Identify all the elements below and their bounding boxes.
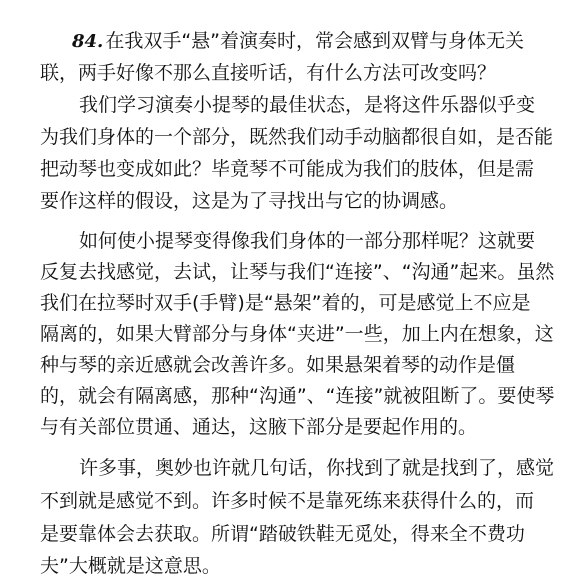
paragraph-2-text-7: 与有关部位贯通、通达，这腋下部分是要起作用的。 <box>40 416 478 438</box>
paragraph-1-text-4: 要作这样的假设，这是为了寻找出与它的协调感。 <box>40 190 459 212</box>
question-text-2: 联，两手好像不那么直接听话，有什么方法可改变吗？ <box>40 62 497 84</box>
paragraph-2-line-6 <box>0 380 586 412</box>
question-text-1: 在我双手“悬”着演奏时，常会感到双臂与身体无关 <box>105 30 525 52</box>
paragraph-1-line-1 <box>0 89 586 121</box>
paragraph-2-line-1 <box>0 225 586 257</box>
paragraph-3-line-1 <box>0 452 586 484</box>
paragraph-3-line-3 <box>0 518 586 550</box>
paragraph-2-text-5: 种与琴的亲近感就会改善许多。如果悬架着琴的动作是僵 <box>40 354 516 376</box>
question-line-2 <box>0 57 586 89</box>
paragraph-1-line-2 <box>0 121 586 153</box>
paragraph-3-text-1: 许多事，奥妙也许就几句话，你找到了就是找到了，感觉 <box>79 457 555 479</box>
paragraph-3-text-4: 夫”大概就是这意思。 <box>40 555 221 577</box>
paragraph-3-line-4 <box>0 550 586 582</box>
paragraph-3-line-2 <box>0 485 586 517</box>
question-number: 84. <box>72 31 104 52</box>
paragraph-2-text-6: 的，就会有隔离感，那种“沟通”、“连接”就被阻断了。要使琴 <box>40 385 555 407</box>
paragraph-2-line-7 <box>0 411 586 443</box>
paragraph-2-line-2 <box>0 256 586 288</box>
paragraph-3-text-3: 是要靠体会去获取。所谓“踏破铁鞋无觅处，得来全不费功 <box>40 523 525 545</box>
paragraph-2-text-1: 如何使小提琴变得像我们身体的一部分那样呢？这就要 <box>79 230 536 252</box>
paragraph-2-text-2: 反复去找感觉，去试，让琴与我们“连接”、“沟通”起来。虽然 <box>40 261 555 283</box>
paragraph-2-text-3: 我们在拉琴时双手(手臂)是“悬架”着的，可是感觉上不应是 <box>40 292 531 314</box>
paragraph-2-line-4 <box>0 318 586 350</box>
paragraph-1-text-1: 我们学习演奏小提琴的最佳状态，是将这件乐器似乎变 <box>79 94 536 116</box>
paragraph-2-line-3 <box>0 287 586 319</box>
paragraph-2-line-5 <box>0 349 586 381</box>
question-line-1 <box>0 25 586 57</box>
paragraph-1-line-4 <box>0 185 586 217</box>
paragraph-3-text-2: 不到就是感觉不到。许多时候不是靠死练来获得什么的，而 <box>40 490 535 512</box>
paragraph-1-line-3 <box>0 153 586 185</box>
paragraph-2-text-4: 隔离的，如果大臂部分与身体“夹进”一些，加上内在想象，这 <box>40 323 554 345</box>
paragraph-1-text-3: 把动琴也变成如此？毕竟琴不可能成为我们的肢体，但是需 <box>40 158 535 180</box>
paragraph-1-text-2: 为我们身体的一个部分，既然我们动手动脑都很自如，是否能 <box>40 126 554 148</box>
